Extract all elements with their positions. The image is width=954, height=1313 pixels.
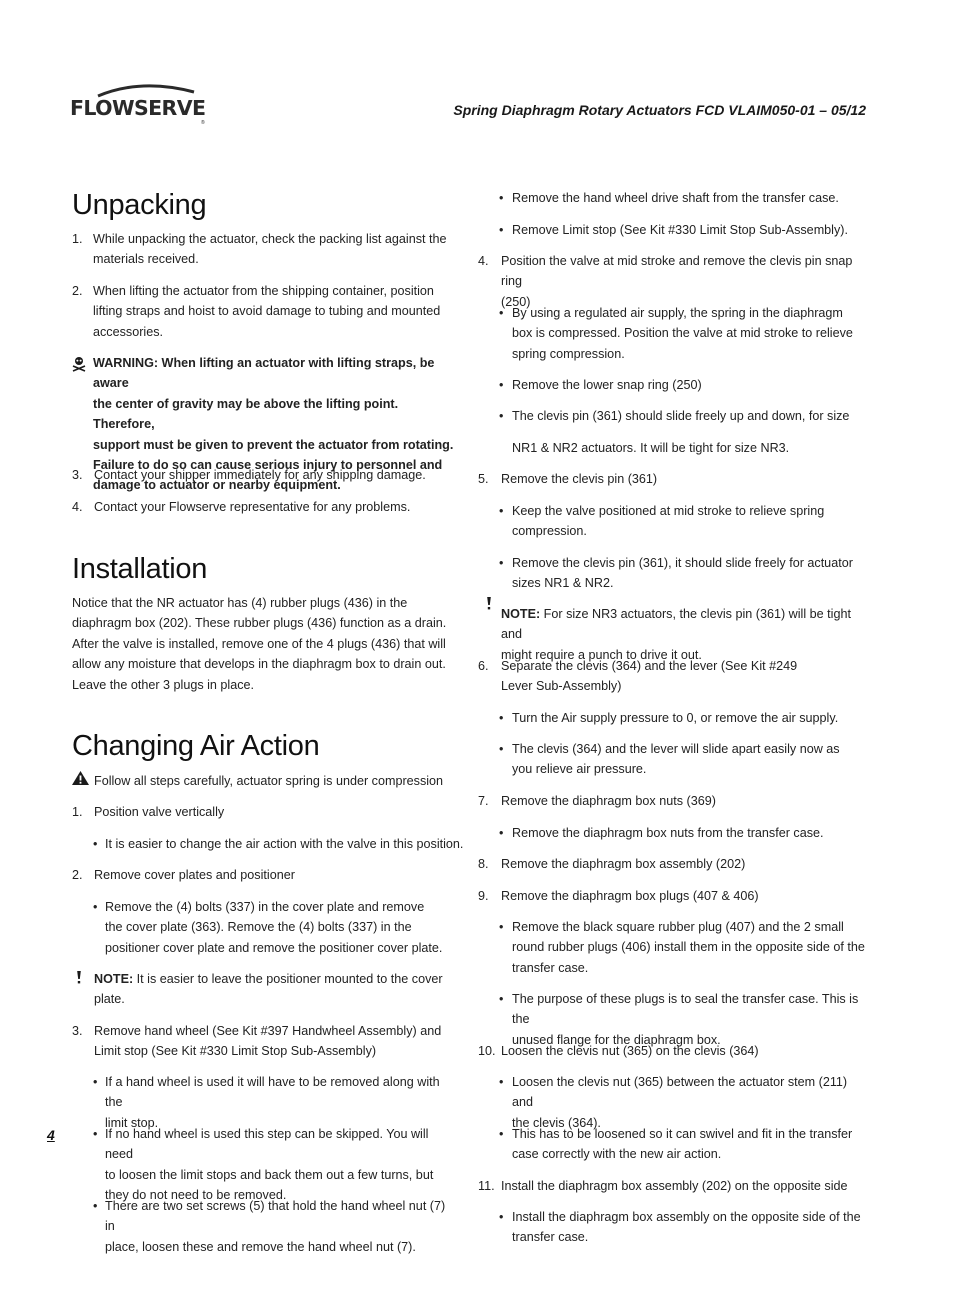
bullet: • — [93, 1075, 98, 1089]
step-number: 1. — [72, 805, 83, 819]
air-step-2-bullet: Remove the (4) bolts (337) in the cover plate and remove the cover plate (363). Remove the (4) bolts (337) in the positioner cover plate and remove the positioner cover plate. — [105, 900, 443, 955]
warning-text: WARNING: When lifting an actuator with lifting straps, be aware the center of gravity may be above the lifting point. Therefore, support must be given to prevent the actuator from rotating. Failure to do so can cause serious injury to personnel and damage to actuator or nearby equipment. — [93, 356, 454, 493]
bullet: • — [499, 742, 504, 756]
step-number: 3. — [72, 1024, 83, 1038]
air-step-4-bullet-3-cont: NR1 & NR2 actuators. It will be tight for size NR3. — [512, 441, 790, 455]
air-step-3-bullet-2: If no hand wheel is used this step can be skipped. You will need to loosen the limit stops and back them out a few turns, but they do not need to be removed. — [105, 1127, 434, 1203]
bullet: • — [93, 900, 98, 914]
step-number: 1. — [72, 232, 83, 246]
air-step-6-bullet-2: The clevis (364) and the lever will slide apart easily now as you relieve air pressure. — [512, 742, 840, 777]
air-step-3-bullet-1: If a hand wheel is used it will have to be removed along with the limit stop. — [105, 1075, 440, 1130]
step-number: 2. — [72, 284, 83, 298]
step-number: 10. — [478, 1044, 496, 1058]
unpacking-step-2: When lifting the actuator from the shipping container, position lifting straps and hoist to avoid damage to tubing and mounted accessories. — [93, 284, 441, 339]
air-step-6-bullet-1: Turn the Air supply pressure to 0, or remove the air supply. — [512, 711, 839, 725]
step-number: 5. — [478, 472, 489, 486]
bullet: • — [499, 1075, 504, 1089]
air-step-3: Remove hand wheel (See Kit #397 Handwheel Assembly) and Limit stop (See Kit #330 Limit Stop Sub-Assembly) — [94, 1024, 442, 1059]
air-step-1: Position valve vertically — [94, 805, 225, 819]
unpacking-step-3: Contact your shipper immediately for any shipping damage. — [94, 468, 426, 482]
air-step-9-bullet-2: The purpose of these plugs is to seal the transfer case. This is the unused flange for the diaphragm box. — [512, 992, 859, 1047]
air-step-5-bullet-2: Remove the clevis pin (361), it should slide freely for actuator sizes NR1 & NR2. — [512, 556, 853, 591]
bullet: • — [499, 826, 504, 840]
air-step-9-bullet-1: Remove the black square rubber plug (407) and the 2 small round rubber plugs (406) install them in the opposite side of the transfer case. — [512, 920, 865, 975]
bullet: • — [499, 1210, 504, 1224]
step-number: 8. — [478, 857, 489, 871]
air-step-4-bullet-1: By using a regulated air supply, the spring in the diaphragm box is compressed. Position the valve at mid stroke to relieve spring compression. — [512, 306, 853, 361]
air-step-5-bullet-1: Keep the valve positioned at mid stroke to relieve spring compression. — [512, 504, 825, 539]
logo-wordmark: FLOWSERVE — [70, 96, 206, 120]
installation-paragraph: Notice that the NR actuator has (4) rubber plugs (436) in the diaphragm box (202). These rubber plugs (436) function as a drain. After the valve is installed, remove one of the 4 plugs (436) that will allow any moisture that develops in the diaphragm box to drain out. Leave the other 3 plugs in place. — [72, 596, 447, 692]
bullet: • — [93, 837, 98, 851]
bullet: • — [499, 306, 504, 320]
bullet: • — [499, 556, 504, 570]
unpacking-step-1: While unpacking the actuator, check the packing list against the materials received. — [93, 232, 447, 267]
bullet: • — [499, 920, 504, 934]
installation-heading: Installation — [72, 553, 208, 585]
bullet: • — [499, 378, 504, 392]
caution-text: Follow all steps carefully, actuator spring is under compression — [94, 774, 444, 788]
air-step-8: Remove the diaphragm box assembly (202) — [501, 857, 746, 871]
air-step-4: Position the valve at mid stroke and remove the clevis pin snap ring (250) — [501, 254, 853, 309]
page-number: 4 — [47, 1127, 55, 1143]
step-number: 6. — [478, 659, 489, 673]
air-step-4-bullet-2: Remove the lower snap ring (250) — [512, 378, 702, 392]
bullet: • — [499, 191, 504, 205]
step-number: 9. — [478, 889, 489, 903]
bullet: • — [499, 223, 504, 237]
exclamation-note-icon — [76, 971, 82, 985]
air-step-10-bullet-1: Loosen the clevis nut (365) between the actuator stem (211) and the clevis (364). — [512, 1075, 848, 1130]
step-number: 3. — [72, 468, 83, 482]
flowserve-logo — [70, 84, 210, 134]
step-number: 11. — [478, 1179, 495, 1193]
bullet: • — [499, 504, 504, 518]
step-number: 4. — [72, 500, 83, 514]
bullet: • — [93, 1199, 98, 1213]
bullet: • — [93, 1127, 98, 1141]
air-step-4-bullet-3: The clevis pin (361) should slide freely up and down, for size — [512, 409, 850, 423]
air-step-2: Remove cover plates and positioner — [94, 868, 295, 882]
air-step-3-bullet-5: Remove Limit stop (See Kit #330 Limit Stop Sub-Assembly). — [512, 223, 848, 237]
air-step-5: Remove the clevis pin (361) — [501, 472, 658, 486]
document-header: Spring Diaphragm Rotary Actuators FCD VLAIM050-01 – 05/12 — [453, 102, 866, 118]
unpacking-step-4: Contact your Flowserve representative for any problems. — [94, 500, 411, 514]
bullet: • — [499, 409, 504, 423]
air-step-1-bullet: It is easier to change the air action with the valve in this position. — [105, 837, 464, 851]
step-number: 4. — [478, 254, 489, 268]
air-step-10: Loosen the clevis nut (365) on the clevis (364) — [501, 1044, 759, 1058]
air-step-11-bullet-1: Install the diaphragm box assembly on the opposite side of the transfer case. — [512, 1210, 861, 1245]
exclamation-note-icon — [486, 597, 492, 611]
air-step-3-bullet-4: Remove the hand wheel drive shaft from the transfer case. — [512, 191, 839, 205]
skull-crossbones-warning-icon — [72, 356, 86, 372]
bullet: • — [499, 711, 504, 725]
note-positioner: NOTE: It is easier to leave the positioner mounted to the cover plate. — [94, 972, 443, 1007]
air-step-10-bullet-2: This has to be loosened so it can swivel and fit in the transfer case correctly with the new air action. — [512, 1127, 853, 1162]
step-number: 7. — [478, 794, 489, 808]
registered-mark: ® — [201, 120, 205, 126]
bullet: • — [499, 992, 504, 1006]
air-step-6: Separate the clevis (364) and the lever (See Kit #249 Lever Sub-Assembly) — [501, 659, 798, 694]
caution-triangle-icon — [72, 771, 89, 785]
step-number: 2. — [72, 868, 83, 882]
note-clevis-pin: NOTE: For size NR3 actuators, the clevis pin (361) will be tight and might require a punch to drive it out. — [501, 607, 851, 662]
unpacking-heading: Unpacking — [72, 189, 207, 221]
air-step-7: Remove the diaphragm box nuts (369) — [501, 794, 716, 808]
air-step-11: Install the diaphragm box assembly (202) on the opposite side — [501, 1179, 848, 1193]
air-step-9: Remove the diaphragm box plugs (407 & 406) — [501, 889, 759, 903]
changing-air-action-heading: Changing Air Action — [72, 730, 320, 762]
air-step-7-bullet-1: Remove the diaphragm box nuts from the transfer case. — [512, 826, 824, 840]
air-step-3-bullet-3: There are two set screws (5) that hold the hand wheel nut (7) in place, loosen these and remove the hand wheel nut (7). — [105, 1199, 446, 1254]
bullet: • — [499, 1127, 504, 1141]
